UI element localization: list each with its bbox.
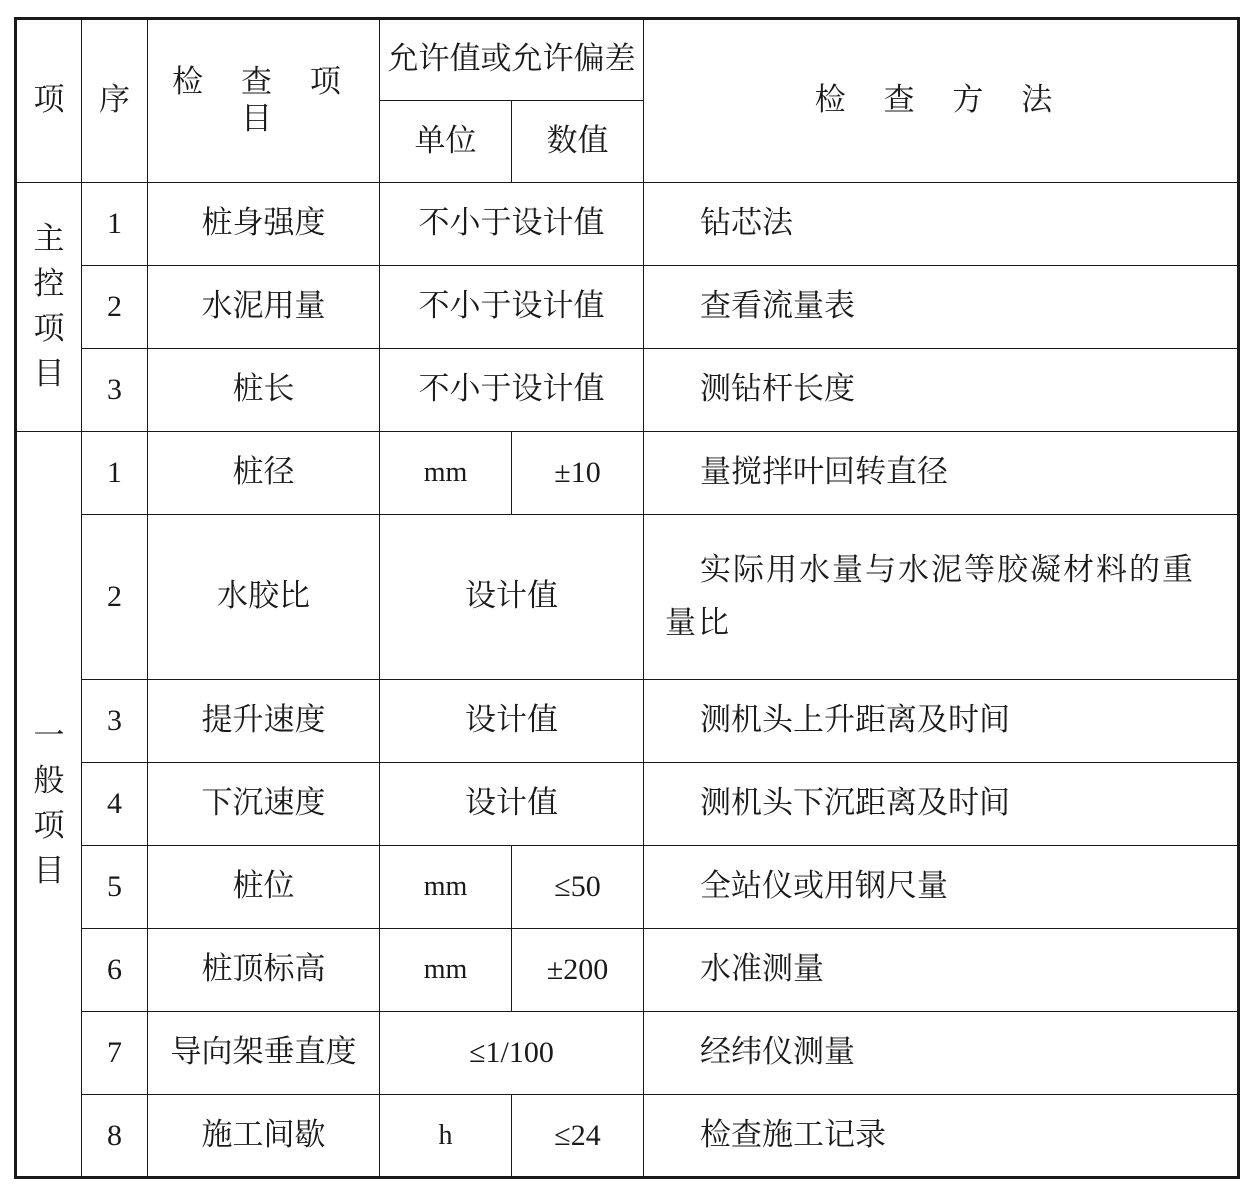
row-method: 查看流量表 — [644, 266, 1239, 349]
row-no: 7 — [82, 1012, 148, 1095]
row-allowance: 不小于设计值 — [380, 349, 644, 432]
table-row — [16, 515, 1239, 680]
table-row — [16, 1095, 1239, 1178]
table-row — [16, 1012, 1239, 1095]
row-item: 施工间歇 — [148, 1095, 380, 1178]
row-unit: mm — [380, 432, 512, 515]
row-item: 下沉速度 — [148, 763, 380, 846]
table-row — [16, 349, 1239, 432]
row-value: ±10 — [512, 432, 644, 515]
header-unit: 单位 — [380, 101, 512, 183]
header-index: 序 — [82, 19, 148, 183]
row-no: 8 — [82, 1095, 148, 1178]
row-no: 2 — [82, 266, 148, 349]
row-unit: h — [380, 1095, 512, 1178]
group-main-label: 主控项目 — [33, 221, 65, 392]
table-row — [16, 680, 1239, 763]
row-allowance: 设计值 — [380, 680, 644, 763]
row-method: 测机头上升距离及时间 — [644, 680, 1239, 763]
row-allowance: ≤1/100 — [380, 1012, 644, 1095]
row-item: 桩长 — [148, 349, 380, 432]
row-method: 实际用水量与水泥等胶凝材料的重量比 — [644, 515, 1239, 680]
row-value: ≤50 — [512, 846, 644, 929]
row-method: 钻芯法 — [644, 183, 1239, 266]
row-no: 2 — [82, 515, 148, 680]
row-method: 经纬仪测量 — [644, 1012, 1239, 1095]
row-method: 水准测量 — [644, 929, 1239, 1012]
row-item: 导向架垂直度 — [148, 1012, 380, 1095]
row-allowance: 不小于设计值 — [380, 183, 644, 266]
row-no: 6 — [82, 929, 148, 1012]
row-item: 桩径 — [148, 432, 380, 515]
row-unit: mm — [380, 929, 512, 1012]
table-row — [16, 266, 1239, 349]
row-method: 量搅拌叶回转直径 — [644, 432, 1239, 515]
group-main-cell — [16, 183, 82, 432]
row-no: 3 — [82, 349, 148, 432]
row-no: 1 — [82, 432, 148, 515]
group-general-cell — [16, 432, 82, 1178]
header-row — [16, 19, 1239, 101]
row-item: 水泥用量 — [148, 266, 380, 349]
row-item: 水胶比 — [148, 515, 380, 680]
table-row — [16, 432, 1239, 515]
row-item: 桩位 — [148, 846, 380, 929]
row-item: 提升速度 — [148, 680, 380, 763]
row-method: 测钻杆长度 — [644, 349, 1239, 432]
row-allowance: 设计值 — [380, 515, 644, 680]
header-method: 检 查 方 法 — [644, 19, 1239, 183]
row-no: 1 — [82, 183, 148, 266]
header-item: 检 查 项 目 — [148, 19, 380, 183]
table-row — [16, 929, 1239, 1012]
row-item: 桩身强度 — [148, 183, 380, 266]
row-method: 全站仪或用钢尺量 — [644, 846, 1239, 929]
row-no: 5 — [82, 846, 148, 929]
row-item: 桩顶标高 — [148, 929, 380, 1012]
row-value: ±200 — [512, 929, 644, 1012]
row-method: 测机头下沉距离及时间 — [644, 763, 1239, 846]
row-value: ≤24 — [512, 1095, 644, 1178]
row-unit: mm — [380, 846, 512, 929]
row-method: 检查施工记录 — [644, 1095, 1239, 1178]
group-general-label: 一般项目 — [33, 718, 65, 889]
table-row — [16, 846, 1239, 929]
header-group: 项 — [16, 19, 82, 183]
row-no: 4 — [82, 763, 148, 846]
row-allowance: 设计值 — [380, 763, 644, 846]
header-value: 数值 — [512, 101, 644, 183]
table-row — [16, 763, 1239, 846]
row-allowance: 不小于设计值 — [380, 266, 644, 349]
row-no: 3 — [82, 680, 148, 763]
header-allowance: 允许值或允许偏差 — [380, 19, 644, 101]
table-row — [16, 183, 1239, 266]
inspection-table — [14, 17, 1240, 1179]
